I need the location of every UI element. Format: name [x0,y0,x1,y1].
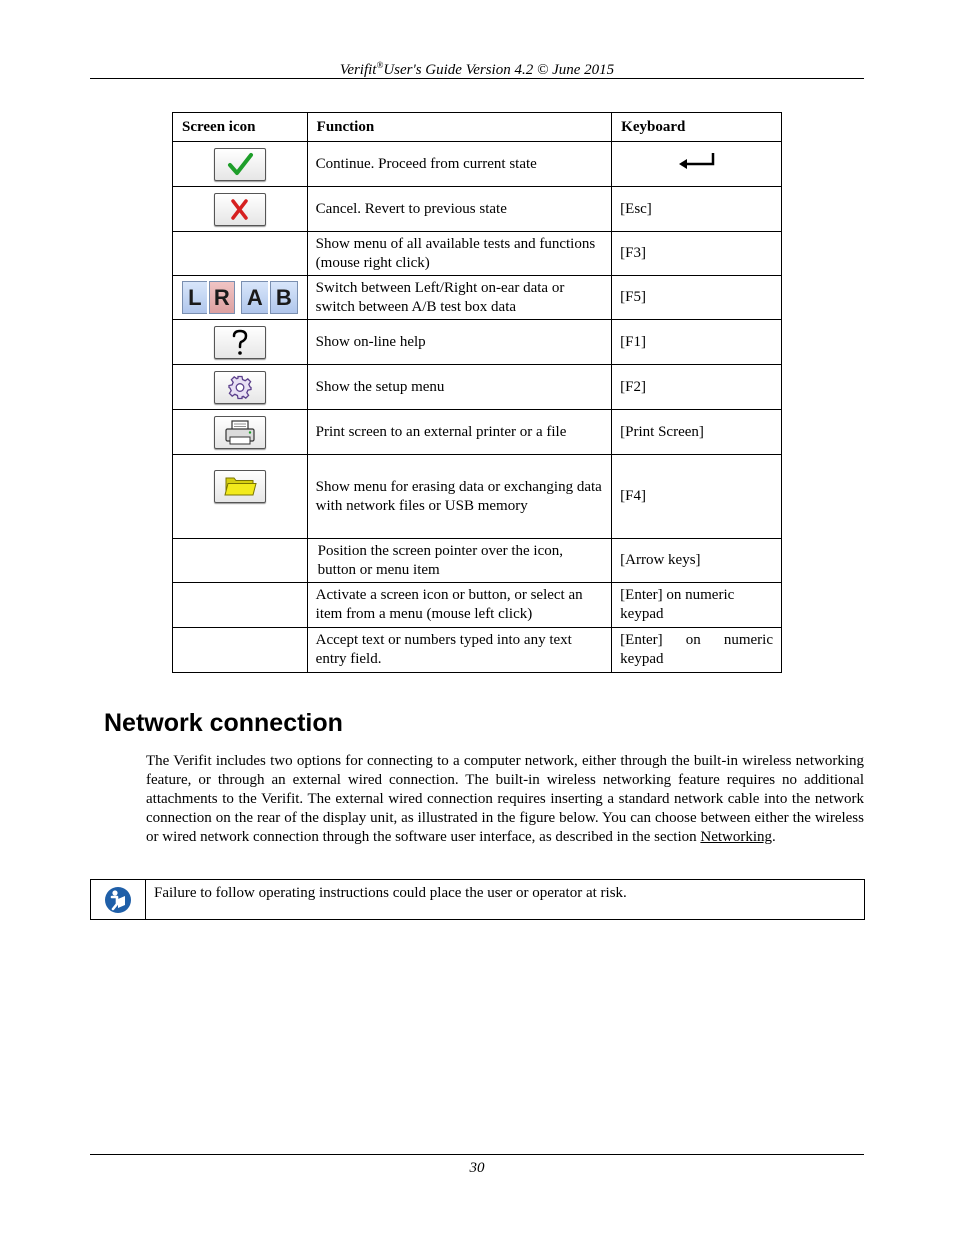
column-header-screen-icon: Screen icon [173,113,308,142]
warning-box [90,879,865,920]
cancel-x-icon[interactable] [214,193,266,226]
icon-cell [173,410,308,455]
icon-cell [173,539,308,583]
icon-cell [173,365,308,410]
table-row [173,628,782,673]
keyboard-cell: [F4] [612,455,782,539]
keyboard-cell: [F1] [612,320,782,365]
checkmark-icon[interactable] [214,148,266,181]
table-row [173,187,782,232]
table-row [173,583,782,628]
table-header-row [173,113,782,142]
table-row [173,142,782,187]
table-row [173,410,782,455]
paragraph-text: The Verifit includes two options for connecting to a computer network, either through the built-in wireless networking feature, or through an external wired connection. The built-in wireless networking feature requires no additional attachments to the Verifit. The external wired connection requires inserting a standard network cable into the network connection on the rear of the display unit, as illustrated in the figure below. You can choose between either the wireless or wired network connection through the software user interface, as described in the section [146,753,864,845]
function-cell: Cancel. Revert to previous state [307,187,612,232]
function-cell: Accept text or numbers typed into any text entry field. [307,628,612,673]
page-header [90,56,864,79]
warning-text: Failure to follow operating instructions could place the user or operator at risk. [154,885,627,901]
page-footer [90,1154,864,1178]
table-row [173,276,782,320]
gear-icon[interactable] [214,371,266,404]
left-ear-button[interactable]: L [182,281,207,314]
icon-cell [173,628,308,673]
keyboard-cell: [F3] [612,232,782,276]
help-question-icon[interactable] [214,326,266,359]
keyboard-cell: [Esc] [612,187,782,232]
icon-cell [173,455,308,539]
keyboard-cell: [Arrow keys] [612,539,782,583]
keyboard-cell: [Enter] on numeric keypad [612,583,782,628]
icon-cell [173,187,308,232]
header-title: User's Guide Version 4.2 © June 2015 [383,62,615,78]
section-paragraph [146,752,864,847]
icon-cell [173,276,308,320]
function-cell: Print screen to an external printer or a file [307,410,612,455]
printer-icon[interactable] [214,416,266,449]
icon-cell [173,142,308,187]
folder-icon[interactable] [214,470,266,503]
warning-icon-cell [91,880,146,919]
table-row [173,320,782,365]
function-cell: Show menu for erasing data or exchanging data with network files or USB memory [307,455,612,539]
keyboard-shortcuts-table [172,112,782,673]
test-box-b-button[interactable]: B [270,281,298,314]
table-row [173,365,782,410]
table-row [173,455,782,539]
read-manual-icon [104,886,132,914]
function-cell: Position the screen pointer over the icon, button or menu item [307,539,612,583]
networking-link[interactable]: Networking [700,829,773,845]
icon-cell [173,232,308,276]
keyboard-cell [612,628,782,673]
column-header-keyboard: Keyboard [612,113,782,142]
section-heading: Network connection [104,709,343,737]
column-header-function: Function [307,113,612,142]
function-cell: Continue. Proceed from current state [307,142,612,187]
registered-mark: ® [376,60,384,70]
keyboard-cell: [F5] [612,276,782,320]
keyboard-cell [612,142,782,187]
function-cell: Show the setup menu [307,365,612,410]
table-row [173,232,782,276]
page-number: 30 [469,1160,485,1176]
function-cell: Show on-line help [307,320,612,365]
lrab-toggle-icon[interactable] [182,281,298,314]
function-cell: Activate a screen icon or button, or select an item from a menu (mouse left click) [307,583,612,628]
header-product: Verifit [339,62,377,78]
function-cell: Show menu of all available tests and functions (mouse right click) [307,232,612,276]
keyboard-cell-text: [Enter] on numeric keypad [620,632,773,667]
keyboard-cell: [Print Screen] [612,410,782,455]
keyboard-cell: [F2] [612,365,782,410]
paragraph-end: . [772,829,776,845]
function-cell: Switch between Left/Right on-ear data or switch between A/B test box data [307,276,612,320]
right-ear-button[interactable]: R [209,281,235,314]
table-row [173,539,782,583]
icon-cell [173,320,308,365]
icon-cell [173,583,308,628]
enter-arrow-icon [675,151,719,171]
test-box-a-button[interactable]: A [241,281,268,314]
